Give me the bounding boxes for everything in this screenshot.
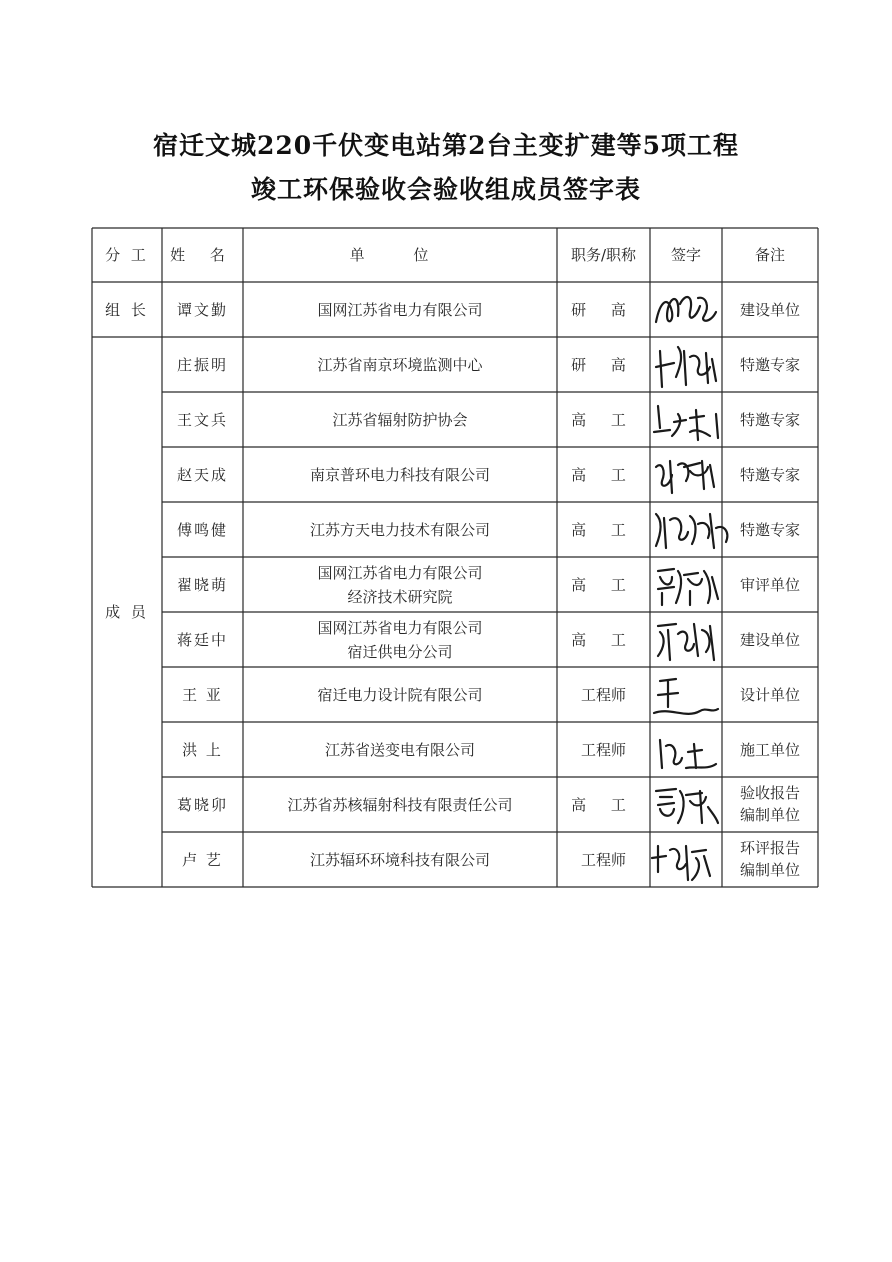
row-name: 王文兵	[176, 410, 228, 429]
row-remark: 施工单位	[739, 740, 800, 759]
header-unit: 单 位	[349, 246, 451, 264]
row-remark: 建设单位	[739, 630, 800, 649]
row-unit: 江苏方天电力技术有限公司	[309, 520, 490, 539]
header-remark: 备注	[754, 246, 785, 264]
signature-image	[650, 557, 722, 612]
row-remark: 特邀专家	[739, 520, 800, 539]
signature-image	[650, 282, 722, 337]
document-title-line2: 竣工环保验收会验收组成员签字表	[250, 175, 641, 204]
row-unit: 江苏省送变电有限公司	[324, 740, 475, 759]
row-remark-line: 环评报告	[739, 838, 800, 857]
row-unit: 国网江苏省电力有限公司	[317, 300, 483, 319]
group-members-label: 成 员	[105, 603, 149, 621]
signature-image	[650, 777, 722, 832]
row-name: 傅鸣健	[176, 520, 228, 539]
header-name: 姓 名	[170, 246, 235, 264]
row-position: 研 高	[571, 300, 636, 319]
header-role: 分 工	[105, 246, 149, 264]
row-unit	[243, 612, 557, 667]
row-unit: 宿迁电力设计院有限公司	[317, 685, 483, 704]
row-remark-line: 验收报告	[739, 783, 800, 802]
row-unit-line: 国网江苏省电力有限公司	[317, 618, 483, 637]
signature-image	[650, 447, 722, 502]
row-name: 王 亚	[182, 685, 223, 704]
row-unit: 南京普环电力科技有限公司	[309, 465, 490, 484]
row-unit: 江苏省南京环境监测中心	[317, 355, 483, 374]
row-name: 卢 艺	[182, 850, 223, 869]
row-remark: 特邀专家	[739, 355, 800, 374]
signature-image	[650, 612, 722, 667]
row-position: 高 工	[571, 465, 636, 484]
signature-image	[650, 832, 722, 887]
row-unit: 江苏辐环环境科技有限公司	[309, 850, 490, 869]
row-name: 翟晓萌	[176, 575, 228, 594]
signature-image	[650, 337, 722, 392]
row-remark: 审评单位	[739, 575, 800, 594]
row-position: 工程师	[580, 685, 626, 704]
signature-image	[650, 392, 722, 447]
row-position: 高 工	[571, 520, 636, 539]
row-position: 高 工	[571, 575, 636, 594]
row-remark: 建设单位	[739, 300, 800, 319]
row-remark	[722, 832, 818, 887]
row-unit: 江苏省苏核辐射科技有限责任公司	[287, 795, 513, 814]
document-title-line1: 宿迁文城220千伏变电站第2台主变扩建等5项工程	[153, 131, 739, 160]
row-position: 研 高	[571, 355, 636, 374]
row-remark: 特邀专家	[739, 410, 800, 429]
row-remark-line: 编制单位	[739, 805, 800, 824]
row-name: 蒋廷中	[176, 630, 228, 649]
row-unit: 江苏省辐射防护协会	[332, 410, 468, 429]
header-signature: 签字	[670, 246, 701, 264]
row-position: 高 工	[571, 410, 636, 429]
row-unit-line: 国网江苏省电力有限公司	[317, 563, 483, 582]
row-remark-line: 编制单位	[739, 860, 800, 879]
row-name: 赵天成	[176, 465, 228, 484]
row-position: 工程师	[580, 850, 626, 869]
row-unit	[243, 557, 557, 612]
header-position: 职务/职称	[570, 246, 637, 264]
group-leader-label: 组 长	[105, 300, 149, 319]
row-position: 高 工	[571, 630, 636, 649]
row-position: 工程师	[580, 740, 626, 759]
row-position: 高 工	[571, 795, 636, 814]
row-remark: 特邀专家	[739, 465, 800, 484]
signature-image	[650, 722, 722, 777]
row-name: 谭文勤	[176, 300, 228, 319]
row-name: 庄振明	[176, 355, 228, 374]
row-name: 葛晓卯	[176, 795, 228, 814]
row-remark: 设计单位	[739, 685, 800, 704]
row-unit-line: 经济技术研究院	[347, 587, 453, 606]
row-unit-line: 宿迁供电分公司	[347, 642, 453, 661]
signature-image	[650, 667, 722, 722]
row-remark	[722, 777, 818, 832]
row-name: 洪 上	[182, 740, 223, 759]
